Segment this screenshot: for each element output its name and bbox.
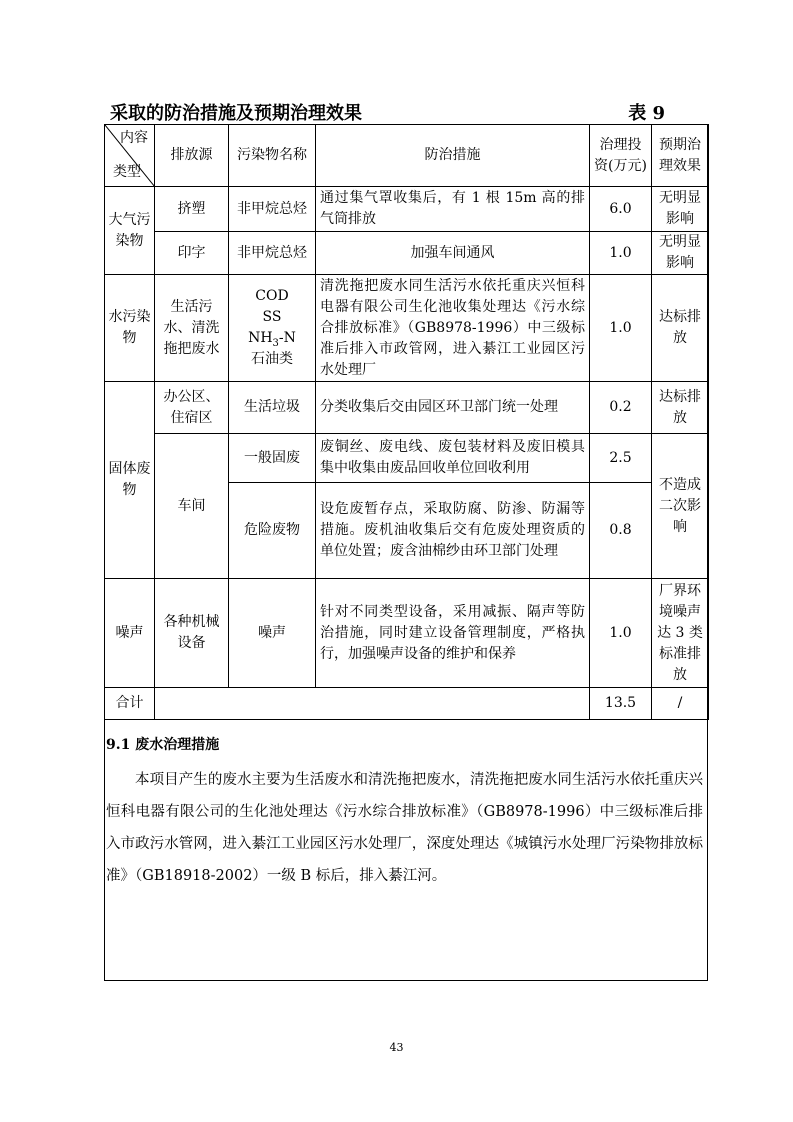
effect-cell: 无明显影响 (652, 232, 709, 275)
total-label: 合计 (105, 688, 155, 720)
effect-cell: 无明显影响 (652, 187, 709, 232)
table-row (105, 187, 709, 232)
table-row (105, 382, 709, 434)
pollutant-cell: 危险废物 (229, 483, 316, 579)
source-workshop: 车间 (155, 434, 229, 579)
section-paragraph: 本项目产生的废水主要为生活废水和清洗拖把废水，清洗拖把废水同生活污水依托重庆兴恒科电器有限公司的生化池处理达《污水综合排放标准》（GB8978-1996）中三级标准后排入市政污水管网，进入綦江工业园区污水处理厂，深度处理达《城镇污水处理厂污染物排放标准》（GB18918-2002）一级 B 标后，排入綦江河。 (106, 772, 703, 884)
table-row (105, 434, 709, 483)
pollutant-cod: COD (255, 288, 289, 304)
total-empty (155, 688, 590, 720)
measure-cell: 通过集气罩收集后，有 1 根 15m 高的排气筒排放 (316, 187, 590, 232)
investment-cell: 1.0 (590, 579, 652, 688)
header-measure: 防治措施 (316, 125, 590, 187)
table-number: 表 9 (628, 103, 665, 124)
table-title: 采取的防治措施及预期治理效果 (110, 103, 362, 124)
measure-cell: 针对不同类型设备，采用减振、隔声等防治措施，同时建立设备管理制度，严格执行，加强噪声设备的维护和保养 (316, 579, 590, 688)
prevention-measures-table (104, 124, 709, 720)
table-total-row (105, 688, 709, 720)
source-cell: 办公区、住宿区 (155, 382, 229, 434)
investment-cell: 1.0 (590, 232, 652, 275)
investment-cell: 2.5 (590, 434, 652, 483)
investment-cell: 0.8 (590, 483, 652, 579)
page-number: 43 (389, 1041, 404, 1054)
table-header-row (105, 125, 709, 187)
type-air: 大气污染物 (105, 187, 155, 275)
effect-cell: 达标排放 (652, 382, 709, 434)
source-cell: 生活污水、清洗拖把废水 (155, 275, 229, 382)
source-cell: 印字 (155, 232, 229, 275)
pollutant-cell: 一般固废 (229, 434, 316, 483)
total-effect: / (652, 688, 709, 720)
investment-cell: 0.2 (590, 382, 652, 434)
pollutant-list-cell (229, 275, 316, 382)
table-row (105, 579, 709, 688)
measure-cell: 清洗拖把废水同生活污水依托重庆兴恒科电器有限公司生化池收集处理达《污水综合排放标准》（GB8978-1996）中三级标准后排入市政管网，进入綦江工业园区污水处理厂 (316, 275, 590, 382)
pollutant-cell: 噪声 (229, 579, 316, 688)
header-investment: 治理投资(万元) (590, 125, 652, 187)
header-content-type (105, 125, 155, 187)
pollutant-cell: 非甲烷总烃 (229, 187, 316, 232)
header-source: 排放源 (155, 125, 229, 187)
header-pollutant: 污染物名称 (229, 125, 316, 187)
pollutant-cell: 非甲烷总烃 (229, 232, 316, 275)
header-content: 内容 (120, 130, 148, 146)
header-effect: 预期治理效果 (652, 125, 709, 187)
pollutant-ss: SS (262, 309, 282, 325)
table-row (105, 275, 709, 382)
type-noise: 噪声 (105, 579, 155, 688)
section-heading: 9.1 废水治理措施 (106, 737, 220, 753)
effect-cell: 达标排放 (652, 275, 709, 382)
measure-cell: 设危废暂存点，采取防腐、防渗、防漏等措施。废机油收集后交有危废处理资质的单位处置；废含油棉纱由环卫部门处理 (316, 483, 590, 579)
measure-cell: 分类收集后交由园区环卫部门统一处理 (316, 382, 590, 434)
total-investment: 13.5 (590, 688, 652, 720)
pollutant-oil: 石油类 (251, 351, 293, 367)
pollutant-nh3n: $NH_3-N$ (248, 330, 296, 349)
effect-shared-cell: 不造成二次影响 (652, 434, 709, 579)
measure-cell: 废铜丝、废电线、废包装材料及废旧模具集中收集由废品回收单位回收利用 (316, 434, 590, 483)
source-cell: 挤塑 (155, 187, 229, 232)
investment-cell: 6.0 (590, 187, 652, 232)
table-row (105, 232, 709, 275)
investment-cell: 1.0 (590, 275, 652, 382)
table-title-row (110, 99, 665, 123)
type-water: 水污染物 (105, 275, 155, 382)
header-type: 类型 (113, 164, 141, 180)
pollutant-cell: 生活垃圾 (229, 382, 316, 434)
effect-cell: 厂界环境噪声达 3 类标准排放 (652, 579, 709, 688)
measure-cell: 加强车间通风 (316, 232, 590, 275)
source-cell: 各种机械设备 (155, 579, 229, 688)
type-solid: 固体废物 (105, 382, 155, 579)
